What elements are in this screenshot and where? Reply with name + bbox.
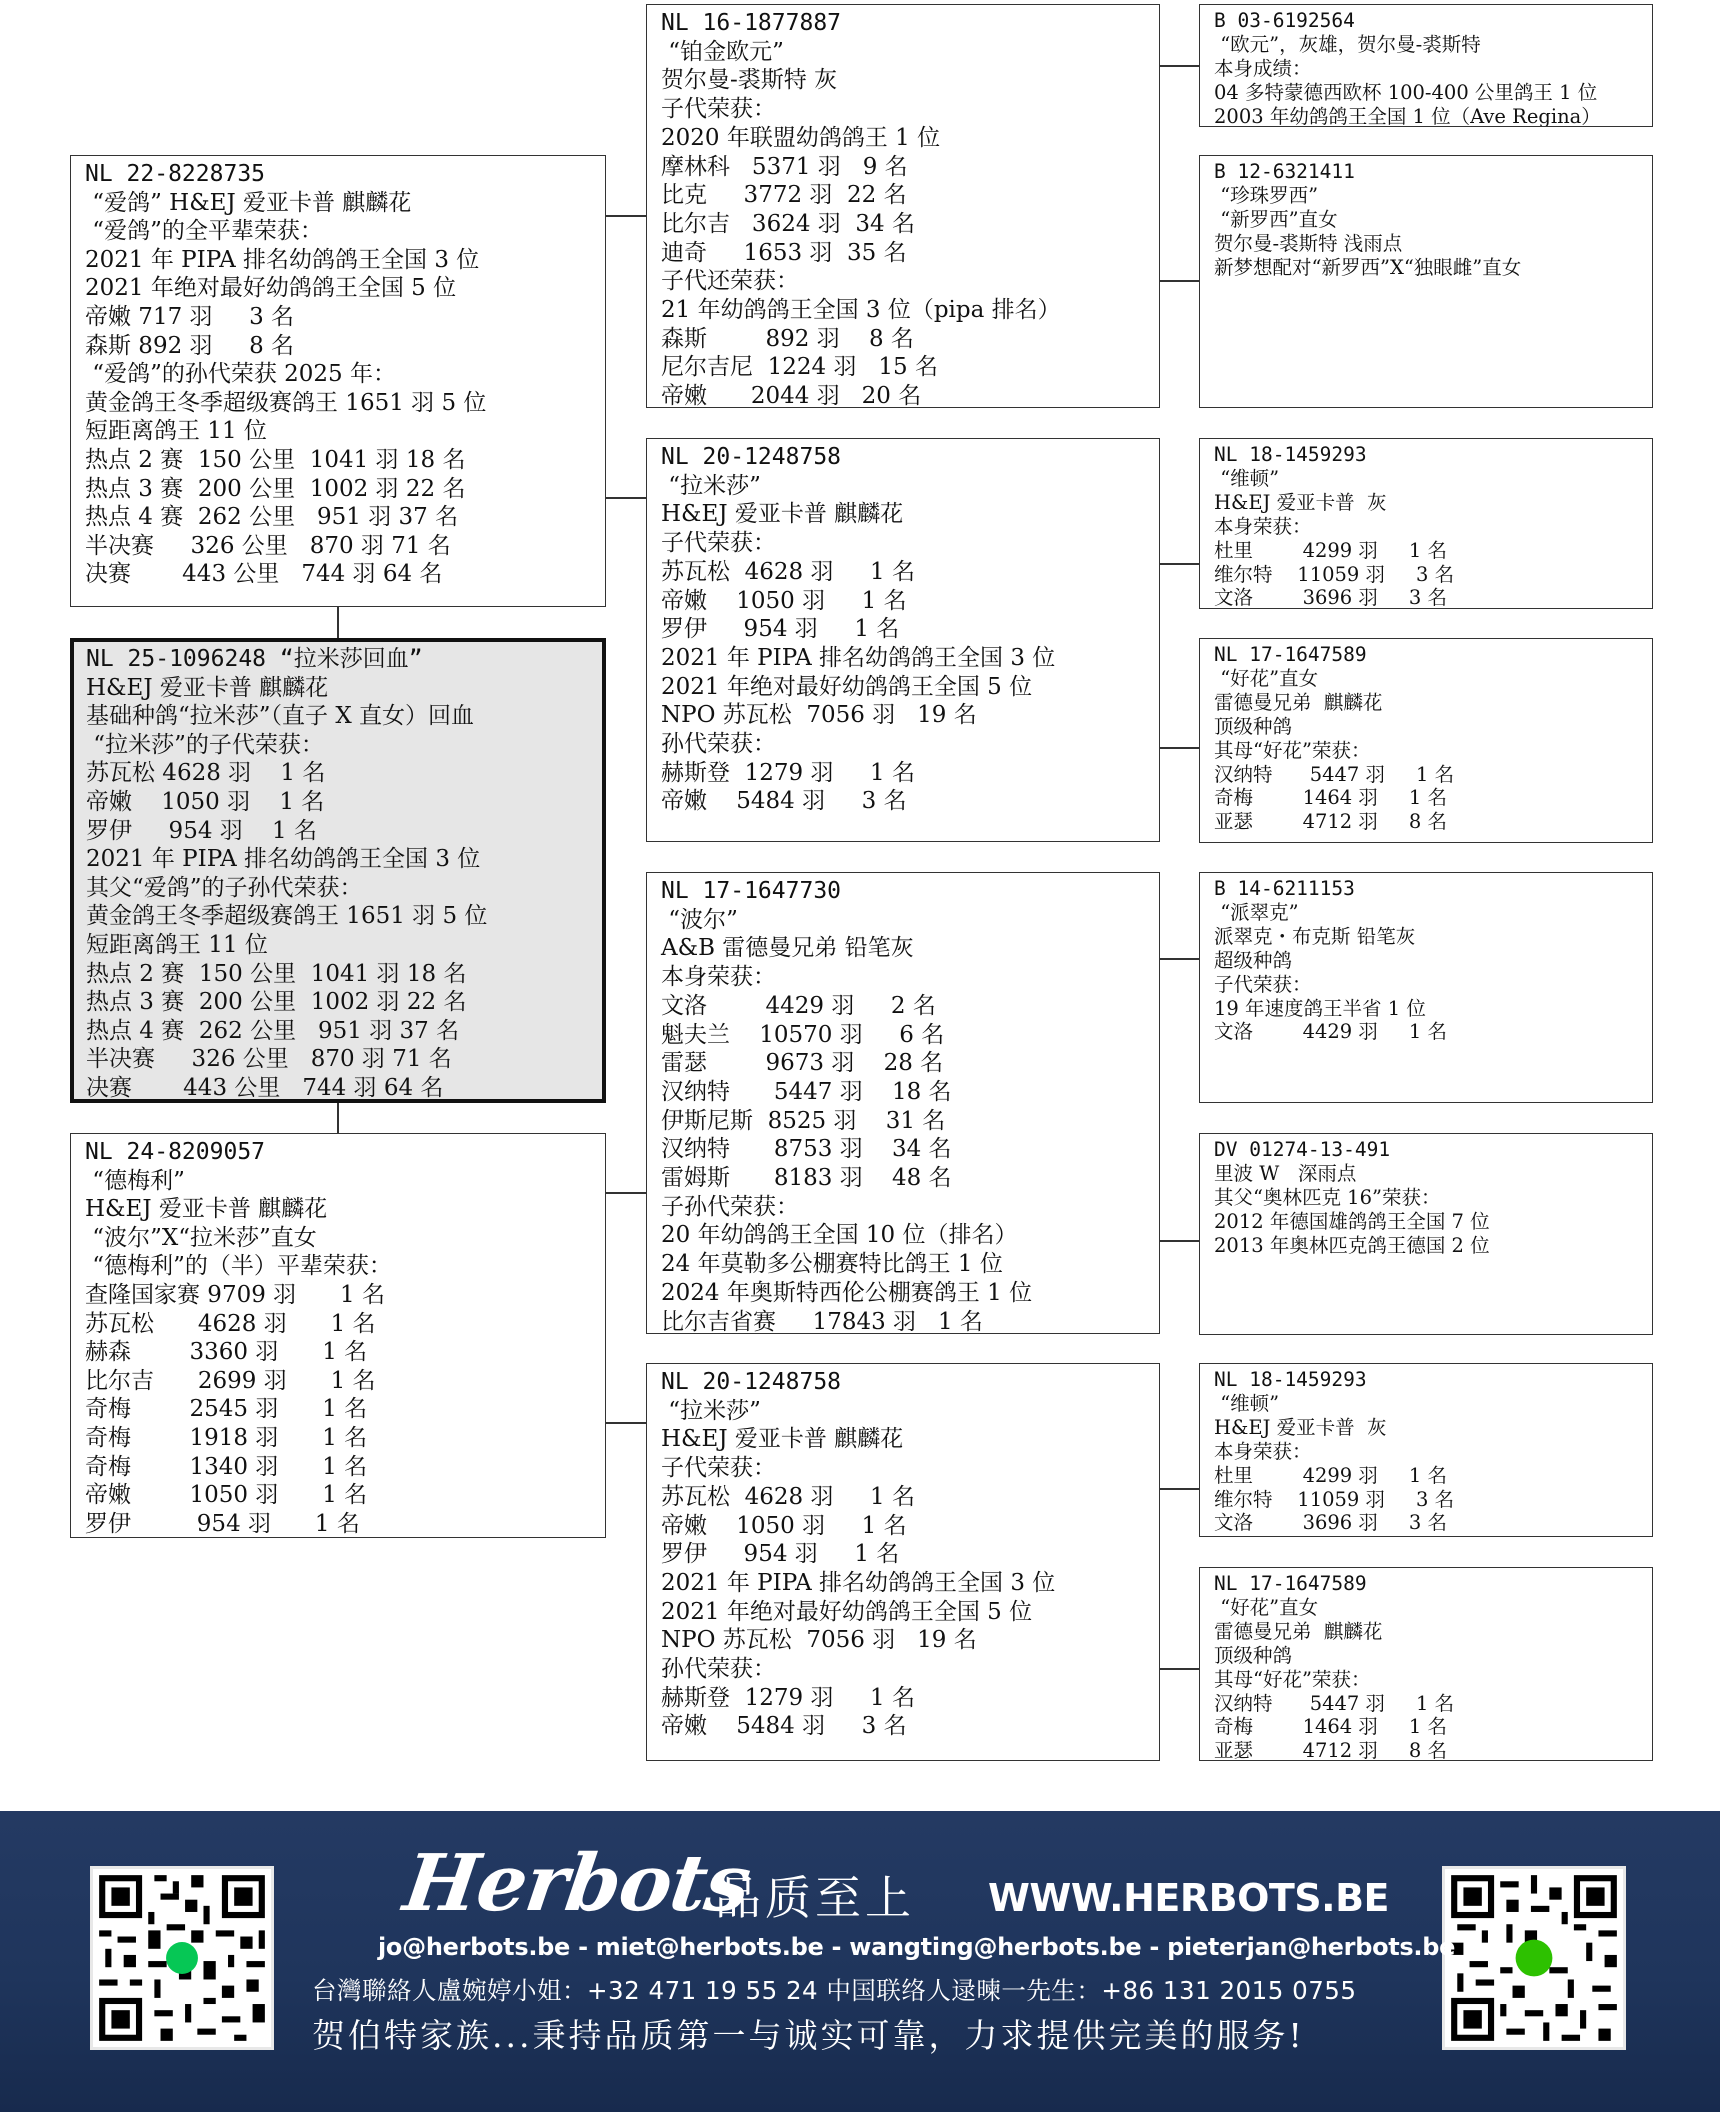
card-line: 苏瓦松 4628 羽 1 名	[86, 760, 326, 787]
card-line: 罗伊 954 羽 1 名	[661, 616, 900, 643]
ring-number: NL 24-8209057	[85, 1139, 266, 1165]
card-line: NPO 苏瓦松 7056 羽 19 名	[661, 702, 977, 729]
card-line: 2012 年德国雄鸽鸽王全国 7 位	[1214, 1209, 1490, 1233]
card-line: 汉纳特 8753 羽 34 名	[661, 1136, 952, 1163]
card-line: “爱鸽”的孙代荣获 2025 年：	[85, 361, 396, 388]
card-line: 罗伊 954 羽 1 名	[86, 817, 317, 844]
card-line: 罗伊 954 羽 1 名	[661, 1541, 900, 1568]
ring-number: NL 18-1459293	[1214, 443, 1367, 466]
card-line: 维尔特 11059 羽 3 名	[1214, 562, 1455, 586]
connector-subject-dam	[337, 1101, 339, 1134]
card-line: 短距离鸽王 11 位	[85, 418, 267, 445]
card-line: 贺尔曼-裘斯特 灰	[661, 67, 838, 94]
wechat-qr-code-icon[interactable]	[1442, 1866, 1626, 2050]
card-line: “好花”直女	[1214, 666, 1319, 690]
card-line: 半决赛 326 公里 870 羽 71 名	[85, 532, 451, 559]
card-line: 汉纳特 5447 羽 1 名	[1214, 1691, 1455, 1715]
card-line: H&EJ 爱亚卡普 灰	[1214, 1415, 1387, 1439]
card-line: 2021 年绝对最好幼鸽鸽王全国 5 位	[85, 275, 457, 302]
ring-number: NL 20-1248758	[661, 1369, 842, 1395]
card-line: 尼尔吉尼 1224 羽 15 名	[661, 354, 938, 381]
great-grandparent-card-1	[1199, 4, 1653, 127]
card-line: 新梦想配对“新罗西”X“独眼雌”直女	[1214, 255, 1522, 279]
card-line: 2021 年 PIPA 排名幼鸽鸽王全国 3 位	[85, 246, 480, 273]
card-line: H&EJ 爱亚卡普 灰	[1214, 490, 1387, 514]
card-line: “铂金欧元”	[661, 38, 784, 65]
card-line: 黄金鸽王冬季超级赛鸽王 1651 羽 5 位	[85, 389, 487, 416]
card-line: 2021 年 PIPA 排名幼鸽鸽王全国 3 位	[661, 644, 1056, 671]
paternal-grandsire-card	[646, 4, 1160, 408]
card-line: 本身成绩：	[1214, 56, 1312, 80]
card-line: “拉米莎”	[661, 472, 761, 499]
connector-gen2-2-gen3	[1160, 563, 1200, 565]
ring-number: B 12-6321411	[1214, 160, 1355, 183]
card-line: 雷德曼兄弟 麒麟花	[1214, 690, 1383, 714]
card-line: 苏瓦松 4628 羽 1 名	[661, 1483, 915, 1510]
card-line: 其母“好花”荣获：	[1214, 1667, 1371, 1691]
card-line: 森斯 892 羽 8 名	[661, 325, 914, 352]
card-line: 奇梅 1918 羽 1 名	[85, 1424, 368, 1451]
ring-number: B 03-6192564	[1214, 9, 1355, 32]
card-line: 2021 年绝对最好幼鸽鸽王全国 5 位	[661, 1598, 1033, 1625]
card-line: 顶级种鸽	[1214, 714, 1293, 738]
card-line: 基础种鸽“拉米莎”（直子 X 直女）回血	[86, 703, 475, 730]
maternal-granddam-card	[646, 1363, 1160, 1761]
phone-contacts: 台灣聯絡人盧婉婷小姐：+32 471 19 55 24 中国联络人逯暕一先生：+86 131 2015 0755	[312, 1976, 1357, 2005]
card-line: 子代荣获：	[661, 530, 776, 557]
card-line: “维顿”	[1214, 1391, 1280, 1415]
card-line: 魁夫兰 10570 羽 6 名	[661, 1021, 945, 1048]
card-line: 比克 3772 羽 22 名	[661, 182, 907, 209]
connector-gen2-3-gen3	[1160, 958, 1200, 960]
qr-pattern	[93, 1869, 271, 2047]
card-line: 苏瓦松 4628 羽 1 名	[661, 558, 915, 585]
card-line: 2021 年绝对最好幼鸽鸽王全国 5 位	[661, 673, 1033, 700]
card-line: 帝嫩 1050 羽 1 名	[85, 1482, 368, 1509]
line-qr-code-icon[interactable]	[90, 1866, 274, 2050]
connector-sire-gen2	[605, 215, 647, 217]
card-line: 奇梅 1464 羽 1 名	[1214, 786, 1448, 810]
card-line: 半决赛 326 公里 870 羽 71 名	[86, 1046, 452, 1073]
card-line: 其父“爱鸽”的子孙代荣获：	[86, 874, 363, 901]
card-line: 帝嫩 5484 羽 3 名	[661, 1713, 907, 1740]
card-line: “派翠克”	[1214, 900, 1299, 924]
great-grandparent-card-7	[1199, 1363, 1653, 1537]
card-line: 杜里 4299 羽 1 名	[1214, 538, 1448, 562]
great-grandparent-card-4	[1199, 638, 1653, 843]
slogan: 品质至上	[715, 1871, 915, 1925]
qr-pattern	[1445, 1869, 1623, 2047]
connector-dam-gen2b	[605, 1422, 647, 1424]
card-line: H&EJ 爱亚卡普 麒麟花	[661, 501, 904, 528]
connector-gen2-3-gen3b	[1160, 1240, 1200, 1242]
card-line: 伊斯尼斯 8525 羽 31 名	[661, 1107, 946, 1134]
ring-number: NL 25-1096248 “拉米莎回血”	[86, 646, 423, 672]
card-line: 文洛 4429 羽 1 名	[1214, 1020, 1448, 1044]
card-line: 子代荣获：	[661, 1455, 776, 1482]
card-line: 其母“好花”荣获：	[1214, 738, 1371, 762]
card-line: 杜里 4299 羽 1 名	[1214, 1463, 1448, 1487]
card-line: 2003 年幼鸽鸽王全国 1 位（Ave Regina）	[1214, 104, 1601, 127]
card-line: NPO 苏瓦松 7056 羽 19 名	[661, 1627, 977, 1654]
card-line: 子代荣获：	[661, 96, 776, 123]
herbots-logo: Herbots	[398, 1838, 756, 1929]
card-line: 21 年幼鸽鸽王全国 3 位（pipa 排名）	[661, 297, 1061, 324]
card-line: 热点 3 赛 200 公里 1002 羽 22 名	[86, 989, 467, 1016]
card-line: 奇梅 2545 羽 1 名	[85, 1396, 368, 1423]
ring-number: B 14-6211153	[1214, 877, 1355, 900]
card-line: 维尔特 11059 羽 3 名	[1214, 1487, 1455, 1511]
card-line: 热点 3 赛 200 公里 1002 羽 22 名	[85, 475, 466, 502]
card-line: 奇梅 1464 羽 1 名	[1214, 1715, 1448, 1739]
card-line: 文洛 3696 羽 3 名	[1214, 1511, 1448, 1535]
maternal-grandsire-card	[646, 872, 1160, 1334]
card-line: 热点 4 赛 262 公里 951 羽 37 名	[85, 504, 459, 531]
card-line: A&B 雷德曼兄弟 铅笔灰	[661, 935, 914, 962]
connector-sire-gen2b	[605, 497, 647, 499]
great-grandparent-card-5	[1199, 872, 1653, 1103]
website-link[interactable]: WWW.HERBOTS.BE	[988, 1876, 1390, 1920]
sire-card	[70, 155, 606, 607]
great-grandparent-card-8	[1199, 1567, 1653, 1761]
card-line: 帝嫩 1050 羽 1 名	[661, 587, 907, 614]
connector-gen2-2-gen3b	[1160, 747, 1200, 749]
card-line: 顶级种鸽	[1214, 1643, 1293, 1667]
card-line: 文洛 3696 羽 3 名	[1214, 586, 1448, 609]
card-line: “维顿”	[1214, 466, 1280, 490]
card-line: 比尔吉 3624 羽 34 名	[661, 210, 915, 237]
connector-gen2-4-gen3b	[1160, 1668, 1200, 1670]
card-line: 苏瓦松 4628 羽 1 名	[85, 1310, 376, 1337]
card-line: 雷姆斯 8183 羽 48 名	[661, 1165, 952, 1192]
card-line: 赫斯登 1279 羽 1 名	[661, 1684, 915, 1711]
card-line: 里波 W 深雨点	[1214, 1161, 1357, 1185]
card-line: 摩林科 5371 羽 9 名	[661, 153, 908, 180]
great-grandparent-card-3	[1199, 438, 1653, 609]
subject-pigeon-card	[70, 638, 606, 1103]
card-line: 2024 年奥斯特西伦公棚赛鸽王 1 位	[661, 1279, 1033, 1306]
card-line: 子孙代荣获：	[661, 1193, 799, 1220]
ring-number: DV 01274-13-491	[1214, 1138, 1391, 1161]
card-line: 孙代荣获：	[661, 731, 776, 758]
card-line: “拉米莎”	[661, 1397, 761, 1424]
card-line: 亚瑟 4712 羽 8 名	[1214, 810, 1448, 834]
card-line: “珍珠罗西”	[1214, 183, 1319, 207]
connector-subject-sire	[337, 606, 339, 639]
ring-number: NL 17-1647730	[661, 878, 842, 904]
connector-gen2-1-gen3	[1160, 65, 1200, 67]
card-line: 汉纳特 5447 羽 1 名	[1214, 762, 1455, 786]
ring-number: NL 22-8228735	[85, 161, 266, 187]
card-line: 短距离鸽王 11 位	[86, 931, 268, 958]
card-line: 迪奇 1653 羽 35 名	[661, 239, 907, 266]
card-line: 查隆国家赛 9709 羽 1 名	[85, 1281, 385, 1308]
card-line: 热点 2 赛 150 公里 1041 羽 18 名	[86, 960, 467, 987]
paternal-granddam-card	[646, 438, 1160, 842]
card-line: 罗伊 954 羽 1 名	[85, 1510, 360, 1537]
connector-gen2-4-gen3	[1160, 1488, 1200, 1490]
card-line: 20 年幼鸽鸽王全国 10 位（排名）	[661, 1222, 1018, 1249]
card-line: 帝嫩 5484 羽 3 名	[661, 788, 907, 815]
card-line: 比尔吉省赛 17843 羽 1 名	[661, 1308, 983, 1334]
dam-card	[70, 1133, 606, 1538]
card-line: H&EJ 爱亚卡普 麒麟花	[661, 1426, 904, 1453]
footer-tagline: 贺伯特家族...秉持品质第一与诚实可靠，力求提供完美的服务!	[312, 2016, 1305, 2055]
card-line: 决赛 443 公里 744 羽 64 名	[85, 561, 443, 588]
card-line: 本身荣获：	[1214, 514, 1312, 538]
card-line: 赫斯登 1279 羽 1 名	[661, 759, 915, 786]
connector-dam-gen2	[605, 1192, 647, 1194]
ring-number: NL 17-1647589	[1214, 1572, 1367, 1595]
card-line: 贺尔曼-裘斯特 浅雨点	[1214, 231, 1403, 255]
card-line: 文洛 4429 羽 2 名	[661, 992, 936, 1019]
card-line: 热点 2 赛 150 公里 1041 羽 18 名	[85, 446, 466, 473]
card-line: 帝嫩 2044 羽 20 名	[661, 383, 922, 408]
card-line: 子代还荣获：	[661, 268, 799, 295]
card-line: 赫森 3360 羽 1 名	[85, 1339, 368, 1366]
great-grandparent-card-2	[1199, 155, 1653, 408]
card-line: 2013 年奥林匹克鸽王德国 2 位	[1214, 1233, 1490, 1257]
card-line: 04 多特蒙德西欧杯 100-400 公里鸽王 1 位	[1214, 80, 1598, 104]
card-line: “德梅利”	[85, 1167, 185, 1194]
card-line: “德梅利”的（半）平辈荣获：	[85, 1253, 392, 1280]
card-line: 热点 4 赛 262 公里 951 羽 37 名	[86, 1017, 460, 1044]
ring-number: NL 17-1647589	[1214, 643, 1367, 666]
card-line: 2021 年 PIPA 排名幼鸽鸽王全国 3 位	[86, 846, 481, 873]
card-line: “波尔”X“拉米莎”直女	[85, 1224, 317, 1251]
card-line: “新罗西”直女	[1214, 207, 1338, 231]
card-line: 本身荣获：	[661, 964, 776, 991]
card-line: H&EJ 爱亚卡普 麒麟花	[86, 674, 329, 701]
card-line: H&EJ 爱亚卡普 麒麟花	[85, 1196, 328, 1223]
card-line: 雷德曼兄弟 麒麟花	[1214, 1619, 1383, 1643]
connector-gen2-1-gen3b	[1160, 280, 1200, 282]
card-line: 本身荣获：	[1214, 1439, 1312, 1463]
card-line: 子代荣获：	[1214, 972, 1312, 996]
card-line: 24 年莫勒多公棚赛特比鸽王 1 位	[661, 1251, 1003, 1278]
card-line: 19 年速度鸽王半省 1 位	[1214, 996, 1426, 1020]
card-line: 森斯 892 羽 8 名	[85, 332, 295, 359]
ring-number: NL 20-1248758	[661, 444, 842, 470]
card-line: 其父“奥林匹克 16”荣获：	[1214, 1185, 1441, 1209]
card-line: 黄金鸽王冬季超级赛鸽王 1651 羽 5 位	[86, 903, 488, 930]
card-line: “拉米莎”的子代荣获：	[86, 731, 324, 758]
card-line: “波尔”	[661, 906, 738, 933]
email-contacts[interactable]: jo@herbots.be - miet@herbots.be - wangting@herbots.be - pieterjan@herbots.be	[378, 1933, 1456, 1961]
card-line: 2021 年 PIPA 排名幼鸽鸽王全国 3 位	[661, 1569, 1056, 1596]
ring-number: NL 16-1877887	[661, 10, 842, 36]
card-line: 奇梅 1340 羽 1 名	[85, 1453, 368, 1480]
card-line: 帝嫩 1050 羽 1 名	[661, 1512, 907, 1539]
card-line: 超级种鸽	[1214, 948, 1293, 972]
card-line: 雷瑟 9673 羽 28 名	[661, 1050, 944, 1077]
card-line: “爱鸽” H&EJ 爱亚卡普 麒麟花	[85, 189, 412, 216]
great-grandparent-card-6	[1199, 1133, 1653, 1335]
card-line: “好花”直女	[1214, 1595, 1319, 1619]
card-line: 孙代荣获：	[661, 1656, 776, 1683]
card-line: “爱鸽”的全平辈荣获：	[85, 218, 323, 245]
card-line: 帝嫩 717 羽 3 名	[85, 303, 295, 330]
card-line: 比尔吉 2699 羽 1 名	[85, 1367, 376, 1394]
card-line: 汉纳特 5447 羽 18 名	[661, 1078, 952, 1105]
card-line: 帝嫩 1050 羽 1 名	[86, 788, 325, 815]
card-line: 决赛 443 公里 744 羽 64 名	[86, 1074, 444, 1101]
ring-number: NL 18-1459293	[1214, 1368, 1367, 1391]
card-line: 派翠克・布克斯 铅笔灰	[1214, 924, 1416, 948]
card-line: “欧元”，灰雄，贺尔曼-裘斯特	[1214, 32, 1481, 56]
card-line: 亚瑟 4712 羽 8 名	[1214, 1739, 1448, 1761]
card-line: 2020 年联盟幼鸽鸽王 1 位	[661, 124, 941, 151]
